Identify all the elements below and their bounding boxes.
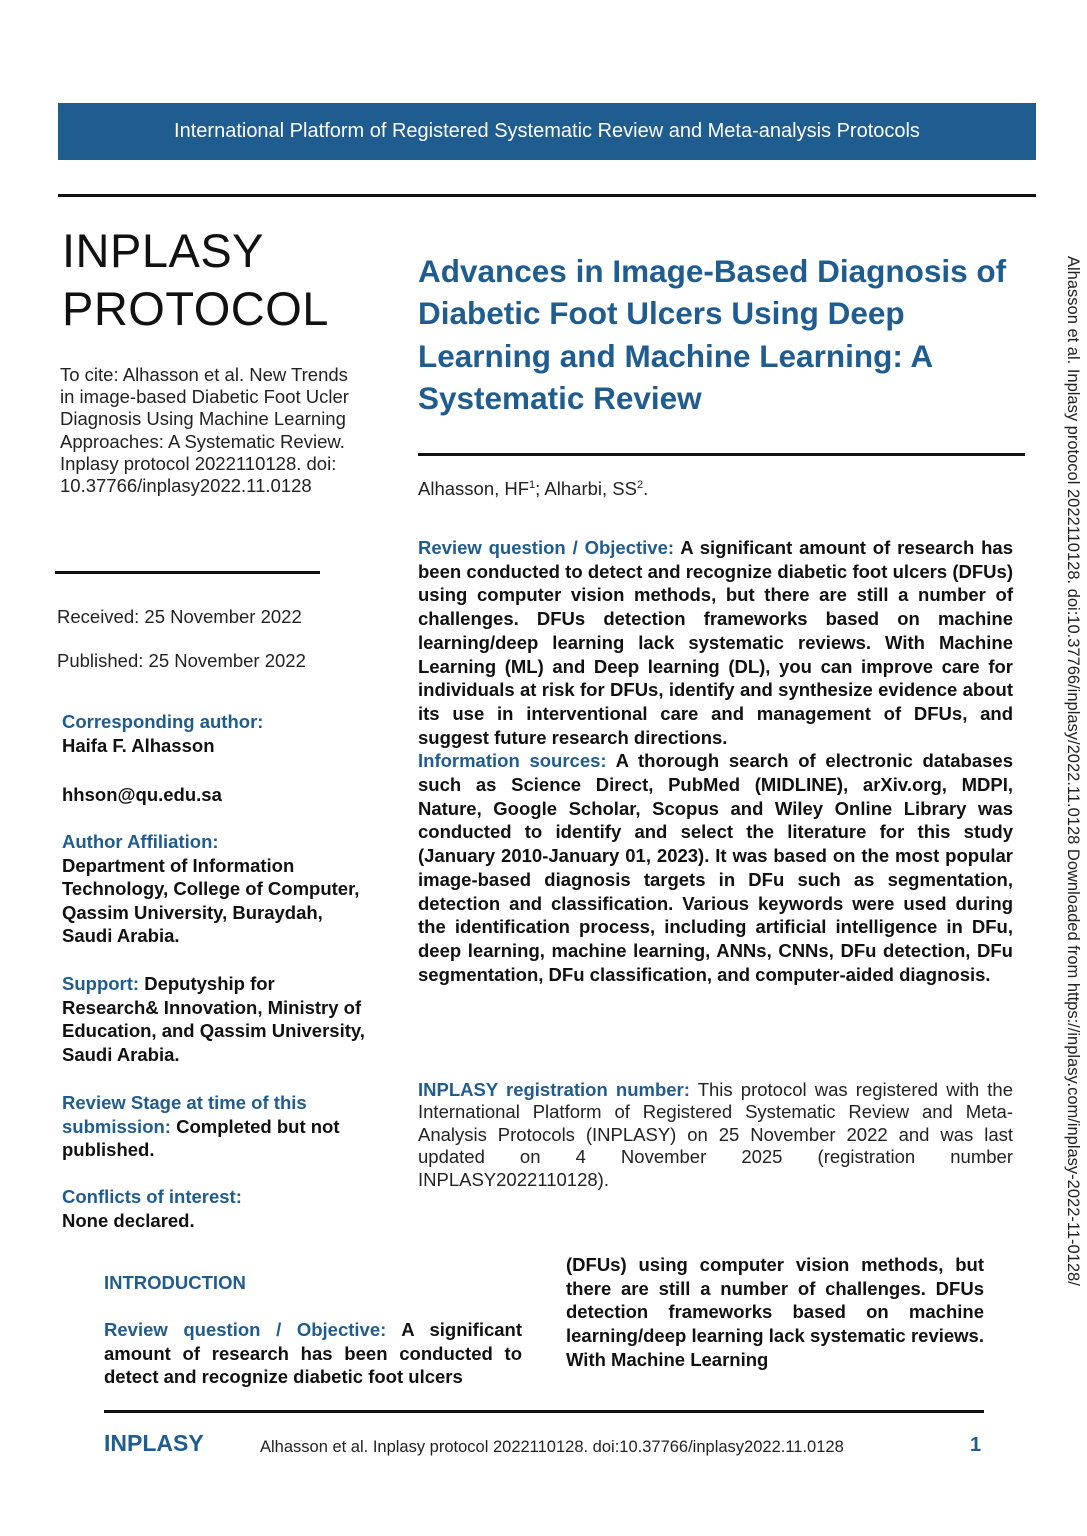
author-affiliation [62,830,372,948]
intro-right-column: (DFUs) using computer vision methods, but there are still a number of challenges. DFUs detection frameworks based on machine learning/deep learning lack systematic reviews. With Machine Learning [566,1254,984,1370]
information-sources-label: Information sources: [418,750,607,772]
stage-text: Completed but not published. [62,1115,340,1161]
conflicts-of-interest [62,1185,372,1232]
registration-text: This protocol was registered with the International Platform of Registered Systematic Review and Meta-Analysis Protocols (INPLASY) on 25 November 2022 and was last updated on 4 November 2025 (registration number INPLASY2022110128). [418,1079,1013,1190]
support-text: Deputyship for Research& Innovation, Ministry of Education, and Qassim University, Saudi Arabia. [62,973,365,1065]
author-list [418,478,648,500]
side-download-note: Alhasson et al. Inplasy protocol 2022110128. doi:10.37766/inplasy/2022.11.0128 Downloaded from https://inplasy.com/inplasy-2022-11-0128/ [1064,256,1082,1286]
corresponding-author [62,710,372,757]
review-stage [62,1091,372,1162]
information-sources-text: A thorough search of electronic databases such as Science Direct, PubMed (MIDLINE), arXiv.org, MDPI, Nature, Google Scholar, Scopus and Wiley Online Library was conducted to identify and select the literature for this study (January 2010-January 01, 2023). It was based on the most popular image-based diagnosis targets in DFu such as segmentation, detection and classification. Various keywords were used during the identification process, including artificial intelligence in DFu, deep learning, machine learning, ANNs, CNNs, DFu detection, DFu segmentation, DFu classification, and computer-aided diagnosis. [418,750,1014,985]
citation-block: To cite: Alhasson et al. New Trends in image-based Diabetic Foot Ucler Diagnosis Using Machine Learning Approaches: A Systematic Review. Inplasy protocol 2022110128. doi: 10.37766/inplasy2022.11.0128 [60,364,349,497]
intro-review-label: Review question / Objective: [104,1319,387,1340]
corresponding-label: Corresponding author: [62,711,264,732]
review-question-text: A significant amount of research has been conducted to detect and recognize diabetic foot ulcers (DFUs) using computer vision methods, but there are still a number of challenges. DFUs detection frameworks based on machine learning/deep learning lack systematic reviews. With Machine Learning (ML) and Deep learning (DL), you can improve care for individuals at risk for DFUs, identify and synthesize evidence about its use in interventional care and management of DFUs, and suggest future research directions. [418,537,1014,748]
page-number: 1 [970,1434,982,1456]
published-date: Published: 25 November 2022 [57,650,306,671]
author-1: Alhasson, HF [418,478,530,499]
footer-citation: Alhasson et al. Inplasy protocol 2022110128. doi:10.37766/inplasy2022.11.0128 [260,1438,844,1456]
author-2-affil: 2 [636,478,644,491]
registration-label: INPLASY registration number: [418,1079,690,1100]
footer-rule [104,1410,984,1413]
header-banner: International Platform of Registered Systematic Review and Meta-analysis Protocols [58,103,1036,160]
brand-line-1: INPLASY [62,224,265,277]
corresponding-name: Haifa F. Alhasson [62,734,215,756]
conflicts-text: None declared. [62,1209,195,1231]
stage-label: Review Stage at time of this submission: [62,1092,307,1137]
affiliation-text: Department of Information Technology, College of Computer, Qassim University, Buraydah, Saudi Arabia. [62,854,360,947]
review-question-label: Review question / Objective: [418,537,675,558]
article-title: Advances in Image-Based Diagnosis of Diabetic Foot Ulcers Using Deep Learning and Machine Learning: A Systematic Review [418,253,1007,417]
author-1-affil: 1 [529,478,536,491]
intro-left-column [104,1318,522,1389]
footer-logo: INPLASY [104,1430,204,1456]
registration-section [418,1079,1013,1191]
brand-line-2: PROTOCOL [62,282,329,335]
affiliation-label: Author Affiliation: [62,831,219,852]
review-question-section [418,536,1013,986]
introduction-heading: INTRODUCTION [104,1272,246,1293]
sidebar-rule [55,571,320,574]
top-rule [58,194,1036,197]
author-2: ; Alharbi, SS [535,478,637,499]
support [62,972,372,1066]
intro-left-text: A significant amount of research has been conducted to detect and recognize diabetic foot ulcers [104,1319,523,1388]
author-email[interactable]: hhson@qu.edu.sa [62,784,222,805]
support-label: Support: [62,973,140,994]
author-end: . [643,478,649,499]
received-date: Received: 25 November 2022 [57,606,302,627]
conflicts-label: Conflicts of interest: [62,1186,242,1207]
title-rule [418,453,1025,456]
protocol-brand [62,222,329,338]
